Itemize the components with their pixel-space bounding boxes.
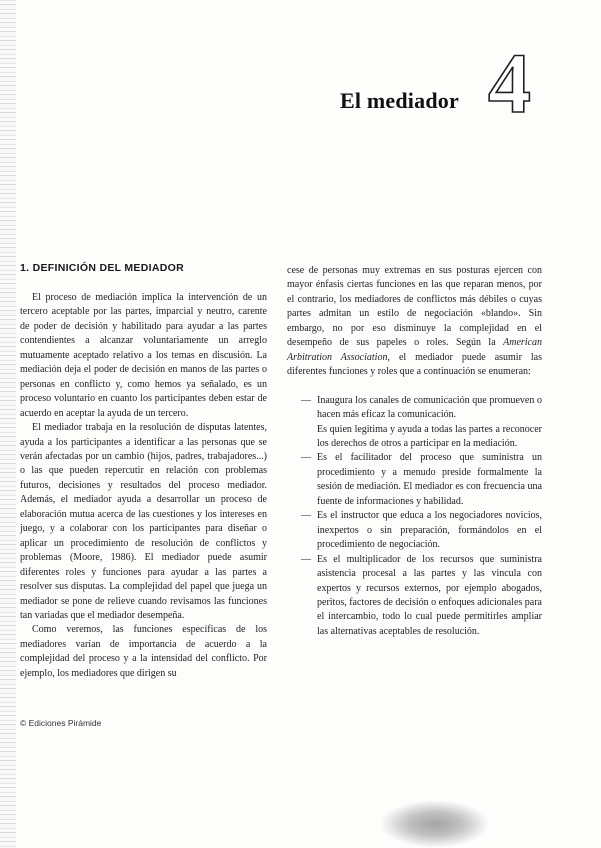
list-dash: — [301, 510, 311, 522]
page-edge-shadow [0, 0, 16, 848]
role-item [301, 553, 542, 640]
role-subtext: Es quien legitima y ayuda a todas las partes a reconocer los derechos de otros a participar en la mediación. [317, 423, 542, 449]
role-text: Es el instructor que educa a los negociadores novicios, inexpertos o sin preparación, formándolos en el procedimiento de negociación. [317, 510, 542, 551]
list-dash: — [301, 553, 311, 565]
publisher-footer: © Ediciones Pirámide [20, 718, 102, 728]
paragraph: El mediador trabaja en la resolución de disputas latentes, ayuda a los participantes a identificar a las personas que se verán afectadas por un cambio (hijos, padres, trabajadores...) o las que pueden repercutir en relación con problemas futuros, decisiones y resultados del proceso mediador. Además, el mediador ayuda a desarrollar un proceso de elaboración mutua acerca de las cuestiones y los intereses en juego, y a colaborar con los participantes para diseñar o aplicar un procedimiento de resolución de conflictos y problemas (Moore, 1986). El mediador puede asumir diferentes roles y funciones para ayudar a las partes a resolver sus disputas. La complejidad del papel que juega un mediador se pone de relieve cuando revisamos las funciones tan variadas que el mediador desempeña. [20, 422, 267, 621]
list-dash: — [301, 452, 311, 464]
paragraph: Como veremos, las funciones específicas de los mediadores varían de importancia de acuerdo a la complejidad del proceso y a la intensidad del conflicto. Por ejemplo, los mediadores que dirigen su [20, 624, 267, 679]
chapter-number: 4 [488, 35, 531, 131]
paragraph [287, 264, 542, 380]
paragraph-text: cese de personas muy extremas en sus posturas ejercen con mayor énfasis ciertas funciones en las que reparan menos, por el contrario, los mediadores de conflictos más débiles o cuyas partes admitan un estilo de negociación «blando». Sin embargo, no por eso disminuye la complejidad en el desempeño de sus papeles o roles. Según la [287, 265, 542, 349]
association-name: American Arbitration Association [287, 337, 542, 363]
role-text: Inaugura los canales de comunicación que promueven o hacen más eficaz la comunicación. [317, 394, 542, 421]
section-heading: 1. DEFINICIÓN DEL MEDIADOR [20, 262, 184, 274]
list-dash: — [301, 394, 311, 406]
paragraph-text: , el mediador puede asumir las diferentes funciones y roles que a continuación se enumeran: [287, 351, 542, 378]
scan-smudge [380, 800, 490, 848]
right-column [287, 264, 542, 639]
chapter-title: El mediador [340, 88, 459, 113]
role-text: Es el facilitador del proceso que suministra un procedimiento y a menudo preside formalmente la sesión de mediación. El mediador es con frecuencia una fuente de informaciones y habilidad. [317, 452, 542, 507]
role-item [301, 394, 542, 452]
roles-list [301, 394, 542, 640]
role-text: Es el multiplicador de los recursos que suministra asistencia procesal a las partes y las vincula con expertos y recursos externos, por ejemplo abogados, peritos, factores de decisión o enfoques adicionales para el intercambio, todo lo cual puede permitirles ampliar las alternativas aceptables de resolución. [317, 553, 542, 637]
paragraph: El proceso de mediación implica la intervención de un tercero aceptable por las partes, imparcial y neutro, carente de poder de decisión y habilitado para ayudar a las partes contendientes a alcanzar voluntariamente un arreglo mutuamente aceptado relativo a los temas en discusión. La mediación deja el poder de decisión en manos de las partes o personas en conflicto y, como hemos ya señalado, es un proceso voluntario en cuanto los participantes deben estar de acuerdo en aceptar la ayuda de un tercero. [20, 292, 267, 419]
left-column [20, 291, 267, 681]
role-item [301, 451, 542, 509]
role-item [301, 509, 542, 552]
